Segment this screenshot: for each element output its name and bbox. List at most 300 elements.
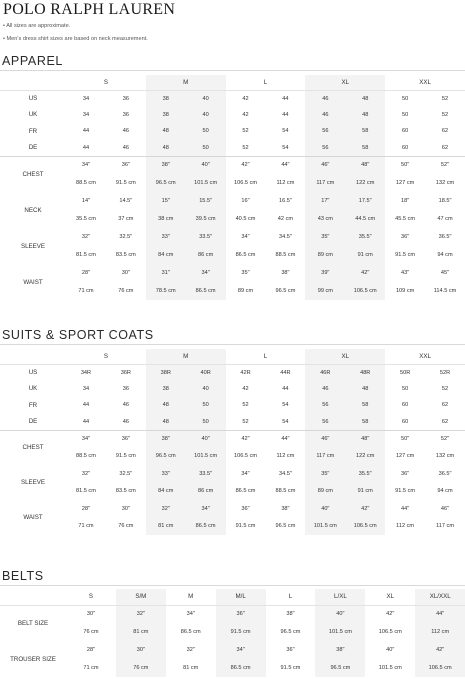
size-value: 60 — [402, 128, 409, 135]
size-header-row — [0, 349, 465, 364]
size-value: 46 — [122, 144, 129, 151]
corner-cell — [0, 75, 66, 90]
cm-value: 76 cm — [118, 288, 134, 294]
size-value: 44 — [82, 144, 90, 151]
size-header: L/XL — [315, 589, 365, 605]
cm-value: 44.5 cm — [345, 210, 385, 228]
belts-rule — [0, 585, 465, 586]
measure-label: SLEEVE — [20, 242, 46, 250]
cm-value: 106.5 cm — [378, 629, 402, 635]
cm-value: 94 cm — [437, 252, 453, 258]
size-header: L — [226, 75, 306, 90]
cm-value: 71 cm — [78, 523, 94, 530]
suits-title: SUITS & SPORT COATS — [2, 328, 154, 342]
size-value: 52 — [242, 418, 249, 425]
size-header: M — [146, 75, 226, 90]
cm-value: 91.5 cm — [235, 523, 256, 530]
size-value: 52 — [441, 95, 449, 102]
inch-value: 34.5" — [278, 234, 292, 240]
inch-value: 38" — [315, 641, 365, 659]
cm-value: 76 cm — [83, 629, 99, 635]
size-value: 48 — [146, 397, 186, 414]
inch-value: 46" — [305, 156, 345, 174]
size-header: S — [66, 589, 116, 605]
row-label: US — [28, 369, 38, 376]
size-value: 36 — [122, 385, 129, 392]
size-value: 54 — [282, 144, 289, 151]
inch-value: 34" — [216, 641, 266, 659]
measure-row-inch — [0, 605, 465, 623]
inch-value: 36" — [286, 647, 295, 653]
size-value: 48 — [146, 414, 186, 431]
inch-value: 36" — [401, 470, 410, 477]
cm-value: 101.5 cm — [315, 623, 365, 641]
cm-value: 88.5 cm — [75, 180, 96, 186]
cm-value: 127 cm — [395, 180, 415, 186]
inch-value: 16" — [241, 198, 250, 204]
row-label: DE — [28, 144, 38, 151]
cm-value: 101.5 cm — [186, 448, 226, 466]
measure-row-inch — [0, 500, 465, 518]
inch-value: 15" — [146, 192, 186, 210]
size-header: XXL — [385, 75, 465, 90]
measure-row-cm — [0, 623, 465, 641]
corner-cell — [0, 589, 66, 605]
inch-value: 44" — [265, 156, 305, 174]
size-header: XL — [365, 589, 415, 605]
size-row — [0, 381, 465, 398]
size-value: 58 — [345, 414, 385, 431]
row-label: FR — [28, 401, 38, 409]
inch-value: 32" — [116, 605, 166, 623]
size-value: 50 — [402, 95, 409, 102]
size-header: M — [166, 589, 216, 605]
inch-value: 34" — [186, 500, 226, 518]
inch-value: 38" — [281, 270, 290, 276]
inch-value: 50" — [385, 430, 425, 448]
size-value: 50 — [186, 397, 226, 414]
size-value: 42 — [242, 95, 249, 102]
size-value: 48 — [146, 140, 186, 157]
cm-value: 117 cm — [305, 174, 345, 192]
size-row — [0, 364, 465, 381]
measure-label: WAIST — [23, 278, 43, 286]
size-value: 42 — [242, 385, 249, 392]
size-header: XL/XXL — [415, 589, 465, 605]
size-header-row — [0, 75, 465, 90]
inch-value: 48" — [345, 156, 385, 174]
inch-value: 34.5" — [278, 470, 292, 477]
inch-value: 34" — [186, 264, 226, 282]
size-value: 52 — [242, 402, 249, 409]
size-header: XL — [305, 75, 385, 90]
inch-value: 34" — [241, 234, 250, 240]
size-value: 34 — [82, 385, 90, 392]
size-value: 50 — [402, 111, 409, 118]
size-value: 40 — [186, 90, 226, 107]
size-value: 44 — [282, 95, 289, 102]
size-value: 38R — [146, 364, 186, 381]
size-value: 44R — [280, 369, 291, 376]
inch-value: 16.5" — [278, 198, 292, 204]
size-row — [0, 123, 465, 140]
size-value: 44 — [82, 402, 90, 409]
cm-value: 42 cm — [277, 216, 294, 222]
size-value: 34 — [82, 111, 90, 118]
inch-value: 42" — [226, 430, 266, 448]
inch-value: 38" — [146, 430, 186, 448]
inch-value: 35.5" — [345, 465, 385, 483]
size-value: 44 — [282, 385, 289, 392]
size-row — [0, 397, 465, 414]
inch-value: 28" — [81, 505, 91, 512]
size-header: M — [146, 349, 226, 364]
inch-value: 50" — [385, 156, 425, 174]
cm-value: 132 cm — [435, 453, 455, 460]
inch-value: 46" — [305, 430, 345, 448]
size-row — [0, 140, 465, 157]
cm-value: 112 cm — [276, 453, 295, 460]
inch-value: 36" — [106, 156, 146, 174]
inch-value: 42" — [226, 156, 266, 174]
cm-value: 89 cm — [305, 483, 345, 501]
size-header: XXL — [385, 349, 465, 364]
inch-value: 52" — [425, 430, 465, 448]
size-value: 52 — [242, 144, 249, 151]
size-header: S — [66, 349, 146, 364]
size-header: L — [226, 349, 306, 364]
size-value: 48 — [345, 90, 385, 107]
cm-value: 47 cm — [437, 216, 453, 222]
cm-value: 91.5 cm — [115, 180, 136, 186]
inch-value: 48" — [345, 430, 385, 448]
inch-value: 17" — [305, 192, 345, 210]
apparel-rule — [0, 70, 465, 71]
inch-value: 30" — [121, 505, 130, 512]
inch-value: 32" — [81, 470, 91, 477]
measure-row-cm — [0, 174, 465, 192]
measure-row-cm — [0, 483, 465, 501]
cm-value: 37 cm — [118, 216, 134, 222]
inch-value: 38" — [146, 156, 186, 174]
size-value: 34 — [82, 95, 90, 102]
cm-value: 96.5 cm — [275, 523, 296, 530]
inch-value: 52" — [425, 156, 465, 174]
size-header: L — [266, 589, 316, 605]
measure-label: BELT SIZE — [17, 619, 49, 627]
cm-value: 43 cm — [305, 210, 345, 228]
cm-value: 88.5 cm — [275, 488, 296, 495]
measure-row-inch — [0, 430, 465, 448]
cm-value: 89 cm — [305, 246, 345, 264]
size-value: 54 — [282, 418, 289, 425]
size-header: S/M — [116, 589, 166, 605]
size-header-row — [0, 589, 465, 605]
belts-size-table — [0, 589, 465, 677]
cm-value: 86 cm — [186, 483, 226, 501]
size-value: 48R — [345, 364, 385, 381]
cm-value: 112 cm — [276, 180, 295, 186]
size-value: 50 — [186, 123, 226, 140]
measure-row-inch — [0, 264, 465, 282]
inch-value: 40" — [386, 647, 395, 653]
measure-row-cm — [0, 448, 465, 466]
size-value: 56 — [305, 397, 345, 414]
size-value: 46 — [122, 418, 129, 425]
inch-value: 40" — [305, 500, 345, 518]
cm-value: 109 cm — [395, 288, 415, 294]
size-value: 62 — [441, 144, 449, 151]
inch-value: 33.5" — [186, 465, 226, 483]
corner-cell — [0, 349, 66, 364]
cm-value: 122 cm — [345, 448, 385, 466]
inch-value: 18.5" — [438, 198, 452, 204]
inch-value: 44" — [265, 430, 305, 448]
cm-value: 101.5 cm — [378, 665, 402, 671]
measure-row-inch — [0, 156, 465, 174]
cm-value: 96.5 cm — [146, 174, 186, 192]
measure-row-inch — [0, 641, 465, 659]
inch-value: 43" — [401, 270, 410, 276]
inch-value: 15.5" — [186, 192, 226, 210]
size-value: 60 — [402, 402, 409, 409]
size-value: 50 — [186, 414, 226, 431]
inch-value: 28" — [86, 647, 96, 653]
inch-value: 40" — [186, 430, 226, 448]
inch-value: 34" — [241, 470, 250, 477]
size-value: 42 — [242, 111, 249, 118]
size-value: 36 — [122, 95, 129, 102]
cm-value: 86.5 cm — [186, 282, 226, 300]
inch-value: 42" — [345, 264, 385, 282]
inch-value: 33" — [146, 465, 186, 483]
size-value: 62 — [441, 418, 449, 425]
size-value: 40 — [186, 107, 226, 124]
inch-value: 30" — [86, 611, 96, 618]
measure-label: SLEEVE — [20, 479, 46, 486]
apparel-title: APPAREL — [2, 54, 63, 68]
cm-value: 86.5 cm — [216, 659, 266, 677]
inch-value: 36" — [216, 605, 266, 623]
inch-value: 32" — [146, 500, 186, 518]
inch-value: 28" — [81, 270, 91, 276]
suits-rule — [0, 344, 465, 345]
cm-value: 86.5 cm — [180, 629, 201, 635]
size-row — [0, 90, 465, 107]
row-label: UK — [28, 111, 38, 119]
size-value: 34R — [80, 369, 92, 376]
cm-value: 106.5 cm — [234, 453, 258, 460]
cm-value: 88.5 cm — [75, 453, 96, 460]
inch-value: 36" — [241, 505, 250, 512]
cm-value: 96.5 cm — [146, 448, 186, 466]
size-value: 48 — [345, 107, 385, 124]
measure-row-cm — [0, 246, 465, 264]
measure-label: NECK — [24, 206, 42, 214]
inch-value: 45" — [440, 270, 450, 276]
brand-logo: POLO RALPH LAUREN — [3, 1, 176, 18]
inch-value: 35" — [241, 270, 250, 276]
size-value: 46 — [305, 90, 345, 107]
cm-value: 35.5 cm — [75, 216, 96, 222]
size-header: S — [66, 75, 146, 90]
cm-value: 81 cm — [116, 623, 166, 641]
inch-value: 30" — [116, 641, 166, 659]
cm-value: 112 cm — [415, 623, 465, 641]
size-value: 40 — [186, 381, 226, 398]
cm-value: 86.5 cm — [235, 488, 256, 495]
size-value: 62 — [441, 128, 449, 135]
inch-value: 34" — [66, 430, 106, 448]
size-value: 38 — [146, 90, 186, 107]
inch-value: 34" — [66, 156, 106, 174]
cm-value: 78.5 cm — [146, 282, 186, 300]
cm-value: 106.5 cm — [345, 518, 385, 536]
note-dress-shirt: • Men's dress shirt sizes are based on neck measurement. — [3, 36, 148, 42]
belts-title: BELTS — [2, 569, 44, 583]
cm-value: 86.5 cm — [235, 252, 256, 258]
size-value: 56 — [305, 140, 345, 157]
cm-value: 84 cm — [146, 483, 186, 501]
cm-value: 132 cm — [435, 180, 455, 186]
size-value: 50 — [402, 385, 409, 392]
inch-value: 40" — [186, 156, 226, 174]
note-approximate: • All sizes are approximate. — [3, 23, 71, 29]
inch-value: 36" — [401, 234, 410, 240]
cm-value: 38 cm — [146, 210, 186, 228]
cm-value: 76 cm — [116, 659, 166, 677]
notes — [3, 20, 148, 46]
cm-value: 88.5 cm — [275, 252, 296, 258]
inch-value: 14.5" — [119, 198, 133, 204]
row-label: FR — [28, 127, 38, 135]
inch-value: 17.5" — [345, 192, 385, 210]
size-value: 52 — [441, 111, 449, 118]
size-value: 36R — [120, 369, 131, 376]
size-value: 52 — [242, 128, 249, 135]
inch-value: 33" — [146, 228, 186, 246]
cm-value: 101.5 cm — [305, 518, 345, 536]
row-label: UK — [28, 385, 38, 393]
measure-row-cm — [0, 518, 465, 536]
size-value: 46 — [305, 107, 345, 124]
inch-value: 46" — [440, 505, 450, 512]
cm-value: 94 cm — [437, 488, 453, 495]
size-value: 44 — [82, 128, 90, 135]
cm-value: 91 cm — [345, 483, 385, 501]
cm-value: 99 cm — [305, 282, 345, 300]
size-value: 50 — [186, 140, 226, 157]
cm-value: 117 cm — [436, 523, 454, 530]
inch-value: 44" — [415, 605, 465, 623]
cm-value: 81 cm — [146, 518, 186, 536]
cm-value: 71 cm — [83, 665, 99, 671]
cm-value: 81.5 cm — [75, 488, 96, 495]
size-value: 44 — [82, 418, 90, 425]
measure-row-cm — [0, 282, 465, 300]
measure-label: CHEST — [0, 430, 66, 465]
inch-value: 32.5" — [119, 470, 133, 477]
cm-value: 122 cm — [345, 174, 385, 192]
size-value: 54 — [282, 128, 289, 135]
cm-value: 40.5 cm — [235, 216, 256, 222]
cm-value: 89 cm — [237, 288, 254, 294]
inch-value: 42" — [415, 641, 465, 659]
cm-value: 91.5 cm — [115, 453, 136, 460]
cm-value: 81.5 cm — [75, 252, 96, 258]
measure-label: WAIST — [23, 514, 43, 521]
cm-value: 117 cm — [305, 448, 345, 466]
size-row — [0, 107, 465, 124]
cm-value: 83.5 cm — [115, 252, 136, 258]
cm-value: 106.5 cm — [415, 659, 465, 677]
row-label: DE — [28, 418, 38, 425]
inch-value: 40" — [315, 605, 365, 623]
inch-value: 36" — [106, 430, 146, 448]
size-value: 56 — [305, 123, 345, 140]
cm-value: 114.5 cm — [433, 288, 457, 294]
measure-row-cm — [0, 210, 465, 228]
cm-value: 91 cm — [345, 246, 385, 264]
cm-value: 96.5 cm — [275, 288, 296, 294]
inch-value: 38" — [286, 611, 295, 618]
size-header: M/L — [216, 589, 266, 605]
size-value: 40R — [186, 364, 226, 381]
size-value: 58 — [345, 123, 385, 140]
size-value: 60 — [402, 144, 409, 151]
inch-value: 32.5" — [119, 234, 133, 240]
size-value: 44 — [282, 111, 289, 118]
cm-value: 84 cm — [146, 246, 186, 264]
cm-value: 45.5 cm — [395, 216, 416, 222]
cm-value: 91.5 cm — [395, 488, 416, 495]
size-value: 58 — [345, 397, 385, 414]
measure-label: TROUSER SIZE — [10, 655, 56, 663]
inch-value: 31" — [146, 264, 186, 282]
inch-value: 35" — [305, 465, 345, 483]
inch-value: 32" — [81, 234, 91, 240]
inch-value: 42" — [345, 500, 385, 518]
cm-value: 96.5 cm — [315, 659, 365, 677]
size-value: 46R — [305, 364, 345, 381]
measure-label: CHEST — [0, 156, 66, 192]
cm-value: 86.5 cm — [186, 518, 226, 536]
inch-value: 35.5" — [345, 228, 385, 246]
size-value: 62 — [441, 402, 449, 409]
apparel-size-table — [0, 75, 465, 300]
size-value: 46 — [305, 381, 345, 398]
cm-value: 83.5 cm — [115, 488, 136, 495]
cm-value: 39.5 cm — [186, 210, 226, 228]
inch-value: 32" — [186, 647, 195, 653]
cm-value: 91.5 cm — [280, 665, 301, 671]
inch-value: 36.5" — [438, 470, 452, 477]
size-value: 38 — [146, 381, 186, 398]
cm-value: 106.5 cm — [234, 180, 258, 186]
inch-value: 35" — [305, 228, 345, 246]
inch-value: 44" — [401, 505, 410, 512]
cm-value: 91.5 cm — [395, 252, 416, 258]
measure-row-inch — [0, 465, 465, 483]
size-value: 50R — [399, 369, 411, 376]
inch-value: 38" — [281, 505, 290, 512]
size-value: 46 — [122, 128, 129, 135]
size-value: 54 — [282, 402, 289, 409]
size-value: 38 — [146, 107, 186, 124]
measure-row-inch — [0, 228, 465, 246]
size-row — [0, 414, 465, 431]
cm-value: 96.5 cm — [280, 629, 301, 635]
